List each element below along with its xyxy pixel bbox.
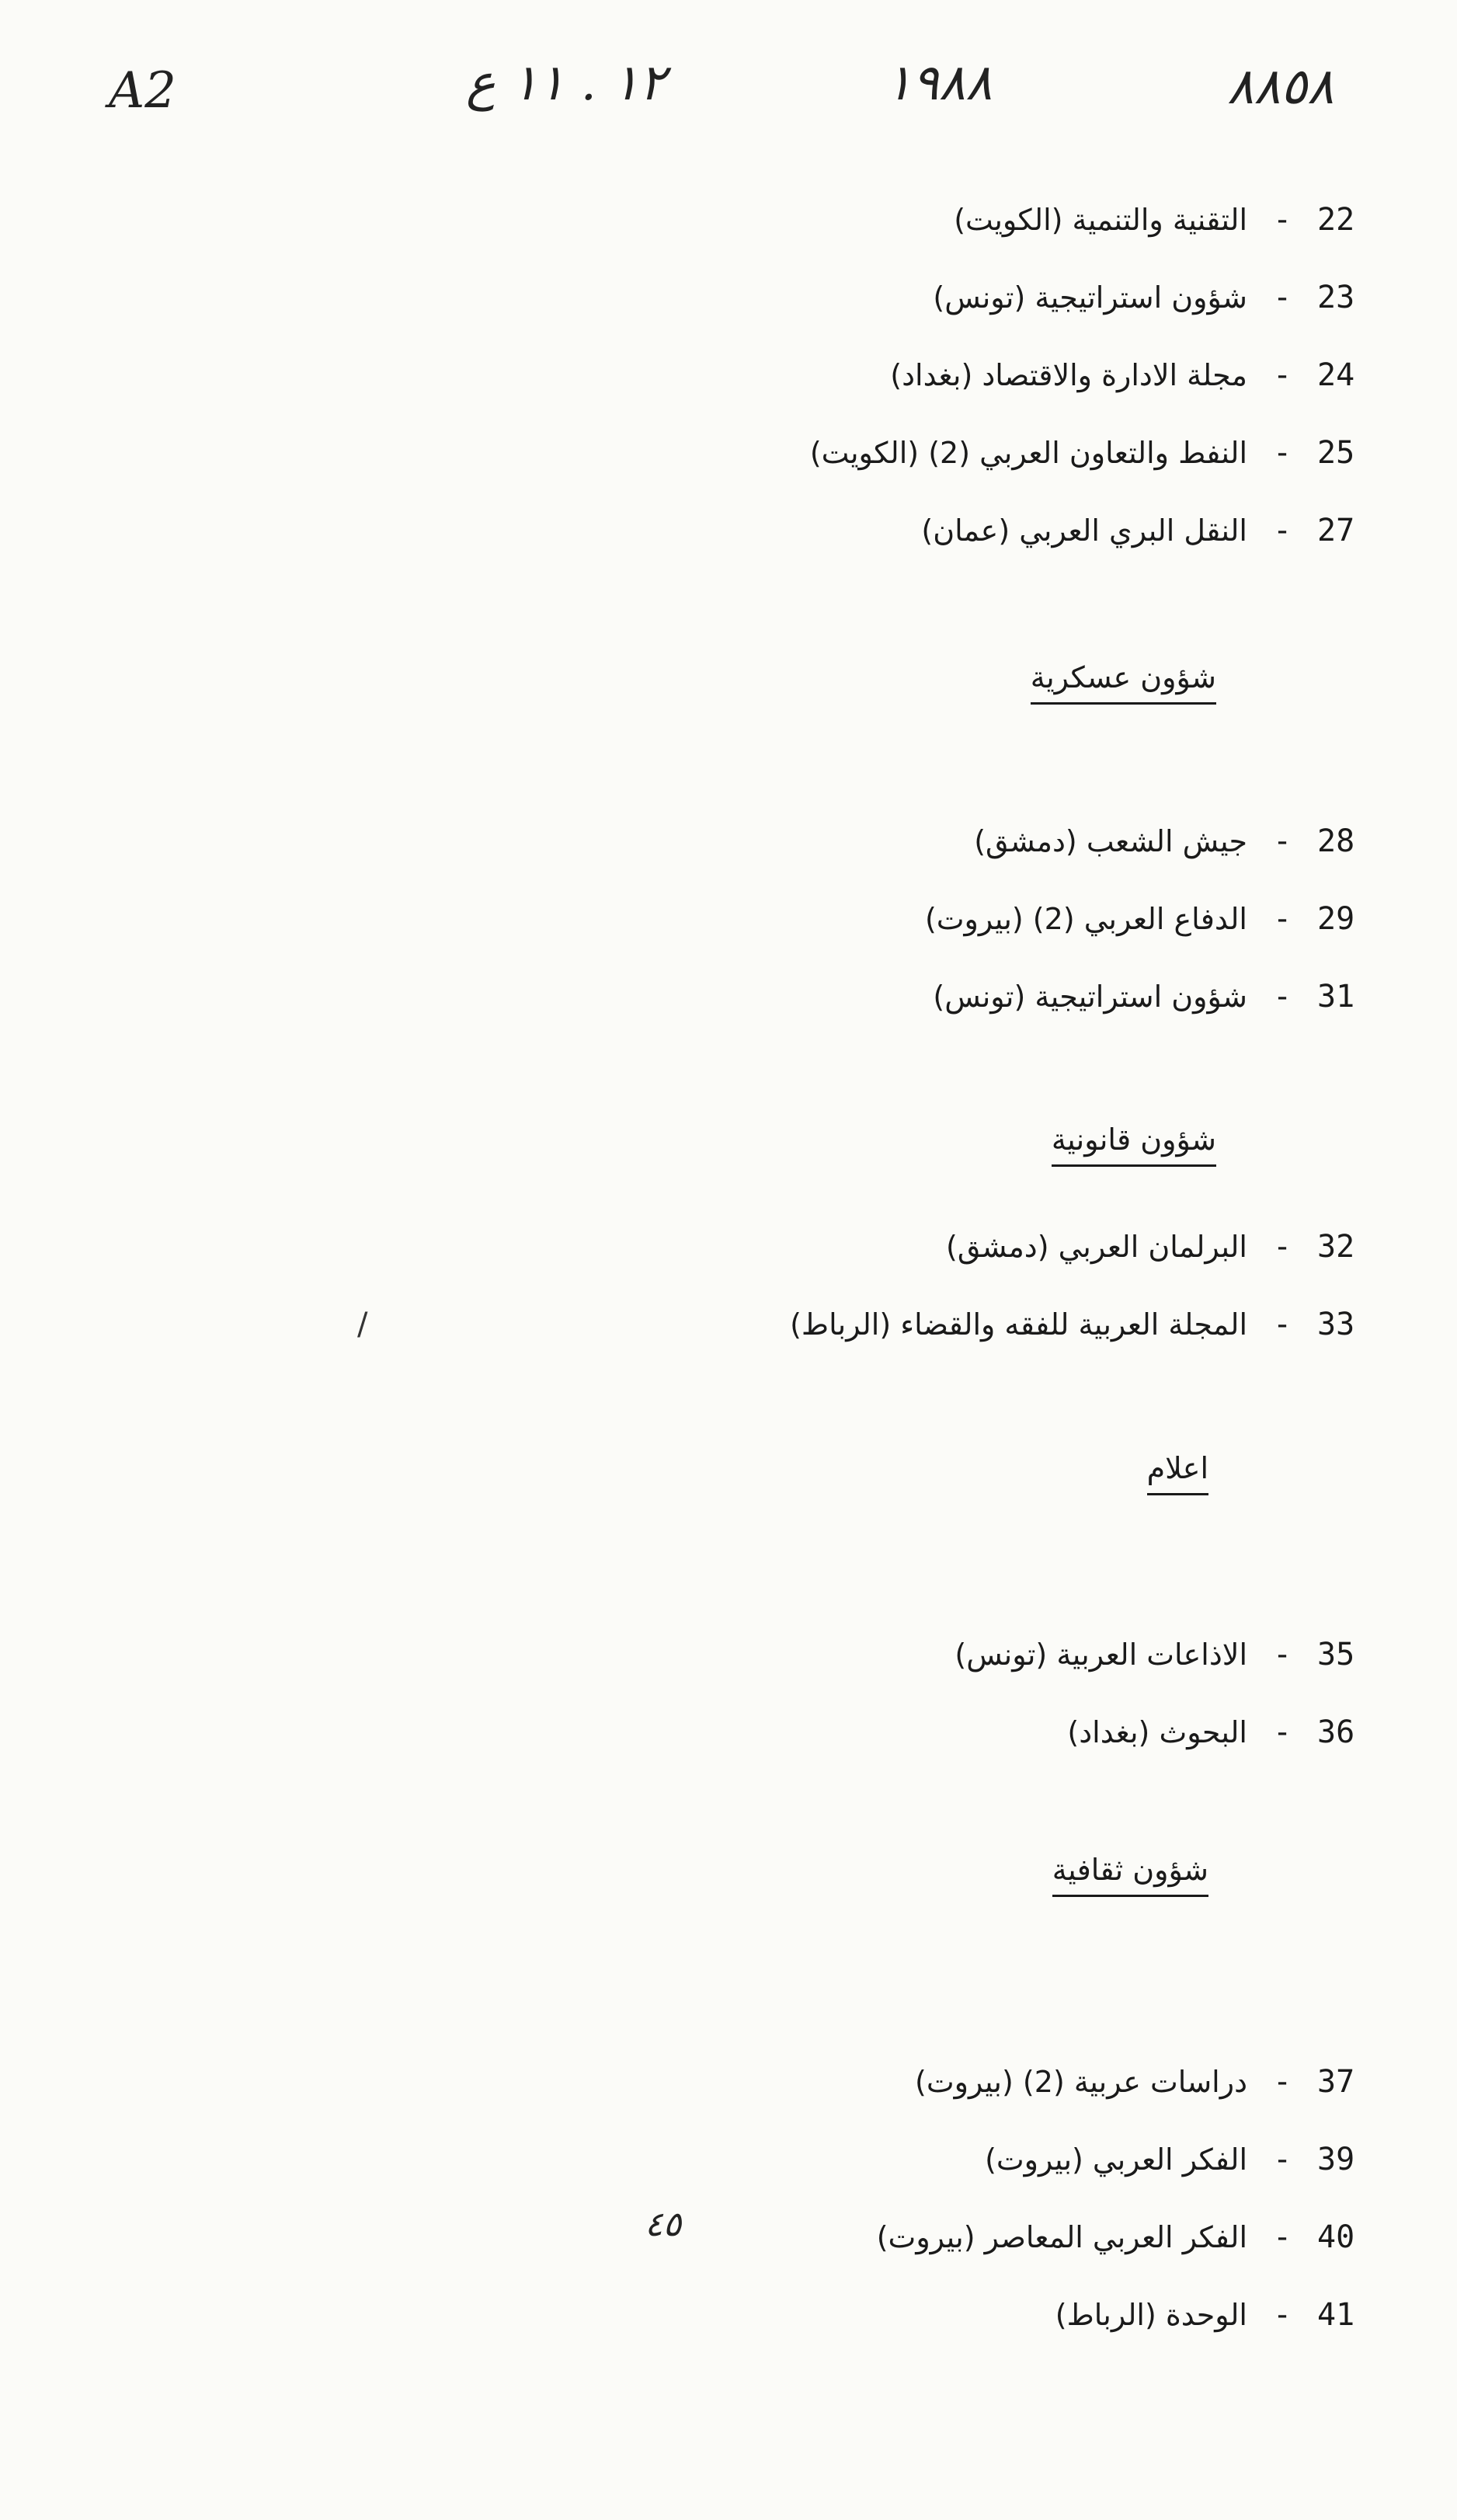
handwritten-date: ١٢ . ١١ ع xyxy=(466,54,666,112)
item-separator: - xyxy=(1272,1714,1292,1750)
section-heading-legal: شؤون قانونية xyxy=(1052,1123,1216,1167)
list-item xyxy=(954,193,1372,247)
list-item xyxy=(946,1220,1372,1274)
item-number: 28 xyxy=(1317,823,1355,859)
item-number: 32 xyxy=(1317,1229,1355,1265)
item-separator: - xyxy=(1272,435,1292,471)
item-title: جيش الشعب (دمشق) xyxy=(974,824,1247,858)
item-title: الفكر العربي المعاصر (بيروت) xyxy=(876,2220,1247,2254)
item-number: 33 xyxy=(1317,1307,1355,1342)
item-title: البحوث (بغداد) xyxy=(1067,1715,1247,1749)
item-separator: - xyxy=(1272,2297,1292,2333)
item-number: 29 xyxy=(1317,901,1355,937)
item-title: النفط والتعاون العربي (2) (الكويت) xyxy=(809,436,1247,470)
item-separator: - xyxy=(1272,823,1292,859)
item-number: 27 xyxy=(1317,513,1355,548)
item-title: التقنية والتنمية (الكويت) xyxy=(954,203,1247,237)
item-separator: - xyxy=(1272,2064,1292,2100)
list-item xyxy=(925,892,1372,946)
handwritten-year: ١٩٨٨ xyxy=(885,54,993,112)
item-separator: - xyxy=(1272,1637,1292,1672)
item-title: المجلة العربية للفقه والقضاء (الرباط) xyxy=(790,1307,1247,1342)
item-number: 41 xyxy=(1317,2297,1355,2333)
item-title: الفكر العربي (بيروت) xyxy=(985,2142,1247,2177)
list-item xyxy=(1067,1705,1372,1759)
item-number: 25 xyxy=(1317,435,1355,471)
list-item xyxy=(810,426,1372,480)
item-number: 31 xyxy=(1317,979,1355,1015)
handwritten-annotation: ٤٥ xyxy=(645,2205,682,2244)
item-separator: - xyxy=(1272,513,1292,548)
item-separator: - xyxy=(1272,1307,1292,1342)
item-number: 39 xyxy=(1317,2142,1355,2177)
item-title: الوحدة (الرباط) xyxy=(1055,2298,1247,2332)
list-item xyxy=(877,2210,1372,2264)
item-title: النقل البري العربي (عمان) xyxy=(921,513,1247,548)
list-item xyxy=(955,1627,1372,1682)
item-number: 37 xyxy=(1317,2064,1355,2100)
item-number: 23 xyxy=(1317,280,1355,315)
section-heading-cultural: شؤون ثقافية xyxy=(1052,1853,1208,1897)
list-item xyxy=(974,814,1372,868)
item-separator: - xyxy=(1272,979,1292,1015)
item-separator: - xyxy=(1272,1229,1292,1265)
list-item xyxy=(933,270,1372,325)
item-number: 35 xyxy=(1317,1637,1355,1672)
handwritten-number: ٨٨٥٨ xyxy=(1227,58,1334,116)
item-separator: - xyxy=(1272,357,1292,393)
list-item xyxy=(890,348,1372,402)
list-item xyxy=(915,2055,1372,2109)
item-title: شؤون استراتيجية (تونس) xyxy=(933,280,1247,315)
item-title: دراسات عربية (2) (بيروت) xyxy=(915,2065,1247,2099)
item-title: الاذاعات العربية (تونس) xyxy=(955,1638,1247,1672)
section-heading-military: شؤون عسكرية xyxy=(1031,660,1216,705)
item-separator: - xyxy=(1272,202,1292,238)
item-number: 40 xyxy=(1317,2219,1355,2255)
list-item xyxy=(921,503,1372,558)
item-number: 22 xyxy=(1317,202,1355,238)
item-title: شؤون استراتيجية (تونس) xyxy=(933,980,1247,1014)
item-separator: - xyxy=(1272,280,1292,315)
list-item xyxy=(790,1297,1372,1352)
margin-mark: / xyxy=(357,1307,368,1342)
item-title: مجلة الادارة والاقتصاد (بغداد) xyxy=(890,358,1247,392)
item-title: الدفاع العربي (2) (بيروت) xyxy=(924,902,1247,936)
list-item xyxy=(1055,2288,1372,2342)
section-heading-media: اعلام xyxy=(1147,1451,1208,1495)
item-separator: - xyxy=(1272,2219,1292,2255)
item-number: 24 xyxy=(1317,357,1355,393)
handwritten-code: A2 xyxy=(109,62,176,120)
item-separator: - xyxy=(1272,901,1292,937)
list-item xyxy=(933,969,1372,1024)
item-separator: - xyxy=(1272,2142,1292,2177)
item-title: البرلمان العربي (دمشق) xyxy=(946,1230,1247,1264)
item-number: 36 xyxy=(1317,1714,1355,1750)
list-item xyxy=(985,2132,1372,2187)
